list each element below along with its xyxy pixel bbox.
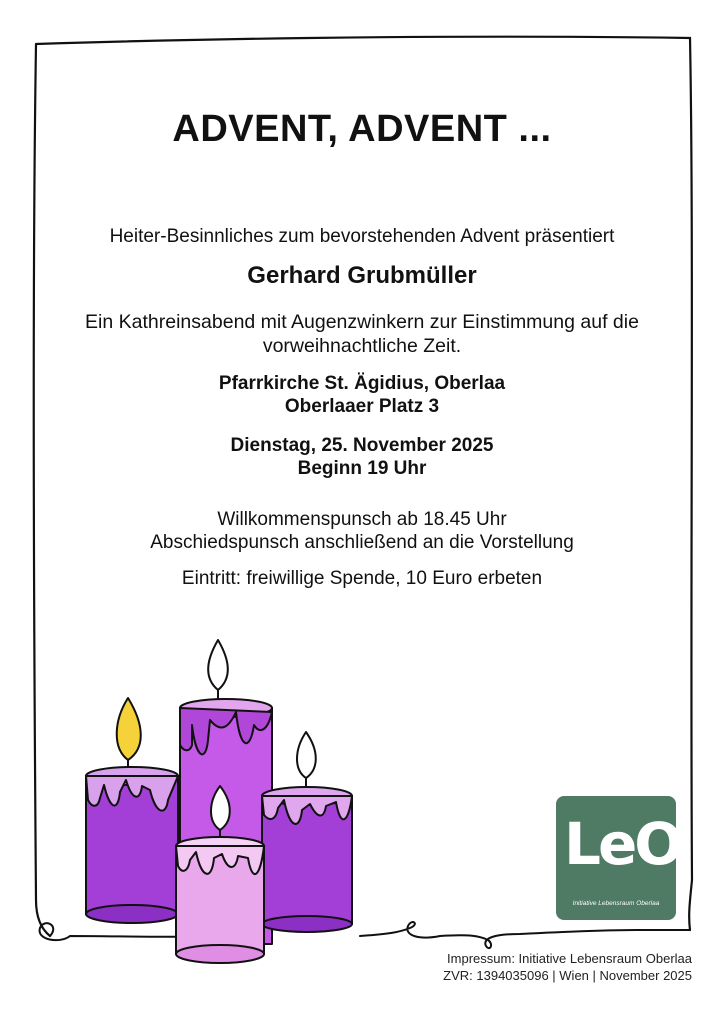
performer-name: Gerhard Grubmüller: [247, 262, 477, 289]
description-line: vorweihnachtliche Zeit.: [262, 335, 462, 357]
welcome-punch: Willkommenspunsch ab 18.45 Uhr: [217, 509, 507, 530]
impressum: [400, 950, 692, 984]
start-time: Beginn 19 Uhr: [297, 458, 427, 479]
venue-name: Pfarrkirche St. Ägidius, Oberlaa: [218, 373, 506, 394]
punch-info: [0, 508, 724, 554]
candle-left-lit: [86, 698, 178, 923]
farewell-punch: Abschiedspunsch anschließend an die Vorstellung: [150, 532, 574, 553]
event-description: [40, 310, 684, 358]
logo-mark: LeO: [564, 810, 681, 878]
date-line: Dienstag, 25. November 2025: [230, 435, 494, 456]
poster-title: ADVENT, ADVENT ...: [172, 108, 552, 150]
event-date: [0, 434, 724, 480]
venue: [0, 372, 724, 418]
leo-logo: [556, 796, 681, 920]
subtitle: Heiter-Besinnliches zum bevorstehenden Advent präsentiert: [109, 226, 615, 247]
entry-info: Eintritt: freiwillige Spende, 10 Euro erbeten: [181, 568, 543, 589]
venue-address: Oberlaaer Platz 3: [284, 396, 440, 417]
impressum-line: Impressum: Initiative Lebensraum Oberlaa: [447, 951, 692, 966]
logo-subtitle: Initiative Lebensraum Oberlaa: [572, 900, 660, 907]
candle-right: [262, 732, 352, 932]
registration-line: ZVR: 1394035096 | Wien | November 2025: [443, 968, 692, 983]
description-line: Ein Kathreinsabend mit Augenzwinkern zur Einstimmung auf die: [85, 311, 639, 333]
